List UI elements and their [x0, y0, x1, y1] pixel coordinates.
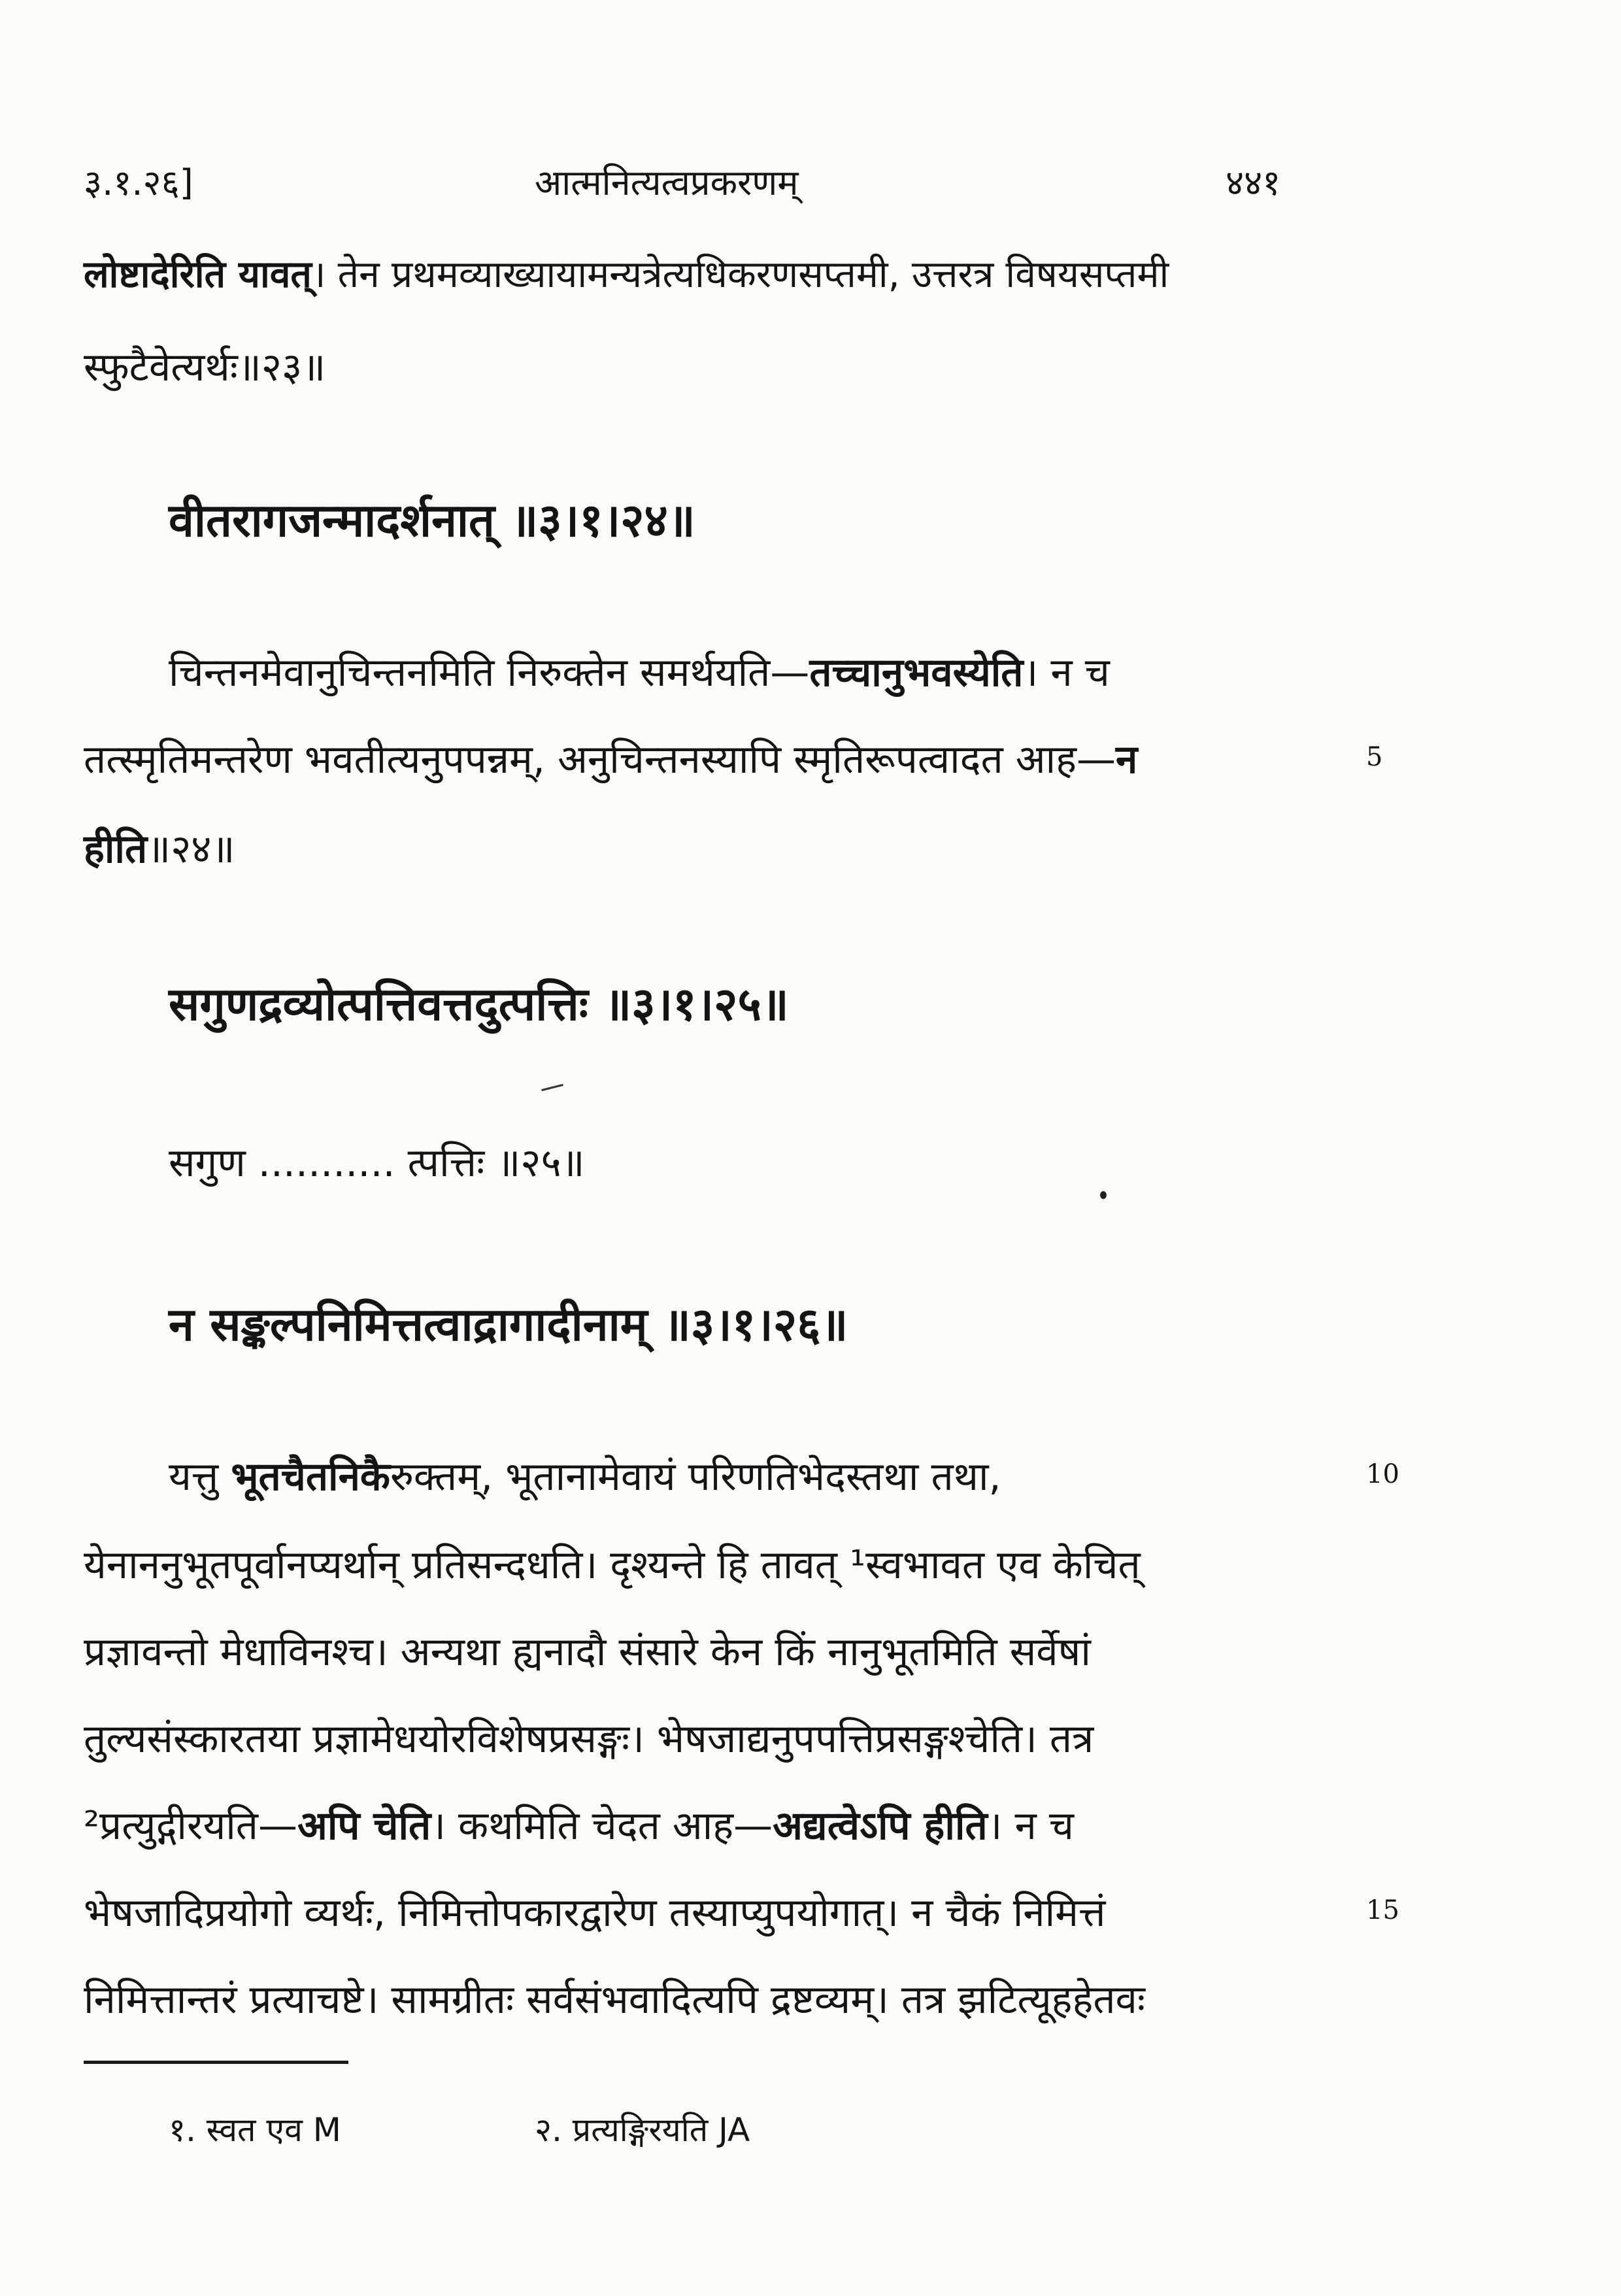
- commentary-text: । न च: [987, 1803, 1074, 1849]
- commentary-text: । न च: [1023, 650, 1110, 696]
- bold-lemma: लोष्टादेरिति यावत्: [84, 253, 312, 296]
- para-1-line-1: [84, 247, 1169, 298]
- para-2-line-2: [84, 731, 1137, 785]
- para-4-line-5: [84, 1797, 1074, 1851]
- header-chapter-title: आत्मनित्यत्वप्रकरणम्: [535, 162, 799, 203]
- bold-lemma: हीति: [84, 826, 148, 872]
- ink-mark: [541, 1084, 563, 1091]
- para-1-line-2: स्फुटैवेत्यर्थः॥२३॥: [84, 345, 326, 390]
- para-3-abbreviated: सगुण ........... त्पत्तिः ॥२५॥: [169, 1140, 585, 1186]
- commentary-text: । कथमिति चेदत आह—: [431, 1803, 773, 1849]
- commentary-text: ²प्रत्युद्गीरयति—: [84, 1803, 297, 1849]
- line-number-5: 5: [1366, 742, 1383, 772]
- para-4-line-3: प्रज्ञावन्तो मेधाविनश्च। अन्यथा ह्यनादौ संसारे केन किं नानुभूतमिति सर्वेषां: [84, 1629, 1091, 1675]
- verse-number: ॥२४॥: [147, 826, 235, 872]
- para-4-line-2: येनाननुभूतपूर्वानप्यर्थान् प्रतिसन्दधति। दृश्यन्ते हि तावत् ¹स्वभावत एव केचित्: [84, 1542, 1141, 1588]
- bold-lemma: अद्यत्वेऽपि हीति: [773, 1803, 988, 1849]
- para-4-line-7: निमित्तान्तरं प्रत्याचष्टे। सामग्रीतः सर्वसंभवादित्यपि द्रष्टव्यम्। तत्र झटित्यूहहेतवः: [84, 1977, 1146, 2023]
- sutra-25-heading: सगुणद्रव्योत्पत्तिवत्तदुत्पत्तिः ॥३।१।२५॥: [169, 977, 789, 1031]
- commentary-text: चिन्तनमेवानुचिन्तनमिति निरुक्तेन समर्थयति—: [169, 650, 810, 696]
- sutra-24-heading: वीतरागजन्मादर्शनात् ॥३।१।२४॥: [169, 494, 695, 547]
- commentary-text: । तेन प्रथमव्याख्यायामन्यत्रेत्यधिकरणसप्तमी, उत्तरत्र विषयसप्तमी: [311, 253, 1169, 296]
- footnote-1: १. स्वत एव M: [169, 2111, 341, 2149]
- bold-lemma: अपि चेति: [297, 1803, 431, 1849]
- line-number-10: 10: [1366, 1459, 1399, 1489]
- bold-lemma: तच्चानुभवस्येति: [809, 650, 1024, 696]
- sutra-26-heading: न सङ्कल्पनिमित्तत्वाद्रागादीनाम् ॥३।१।२६॥: [169, 1298, 848, 1351]
- line-number-15: 15: [1366, 1895, 1399, 1925]
- para-4-line-4: तुल्यसंस्कारतया प्रज्ञामेधयोरविशेषप्रसङ्गः। भेषजाद्यनुपपत्तिप्रसङ्गश्चेति। तत्र: [84, 1716, 1094, 1762]
- para-4-line-6: भेषजादिप्रयोगो व्यर्थः, निमित्तोपकारद्वारेण तस्याप्युपयोगात्। न चैकं निमित्तं: [84, 1890, 1106, 1936]
- commentary-text: यत्तु: [169, 1454, 231, 1500]
- ink-speck: [1100, 1191, 1107, 1199]
- bold-lemma: न: [1115, 737, 1138, 783]
- footnote-rule: [84, 2061, 348, 2064]
- para-2-line-3: [84, 820, 235, 874]
- bold-lemma: भूतचैतनिकै: [231, 1454, 390, 1500]
- para-4-line-1: [169, 1448, 1001, 1502]
- footnote-2: २. प्रत्यङ्गिरयति JA: [535, 2111, 750, 2149]
- header-page-number: ४४१: [1226, 162, 1281, 203]
- header-verse-ref: ३.१.२६]: [84, 162, 193, 203]
- para-2-line-1: [169, 644, 1110, 698]
- commentary-text: रुक्तम्, भूतानामेवायं परिणतिभेदस्तथा तथा,: [390, 1454, 1001, 1500]
- commentary-text: तत्स्मृतिमन्तरेण भवतीत्यनुपपन्नम्, अनुचिन्तनस्यापि स्मृतिरूपत्वादत आह—: [84, 737, 1116, 783]
